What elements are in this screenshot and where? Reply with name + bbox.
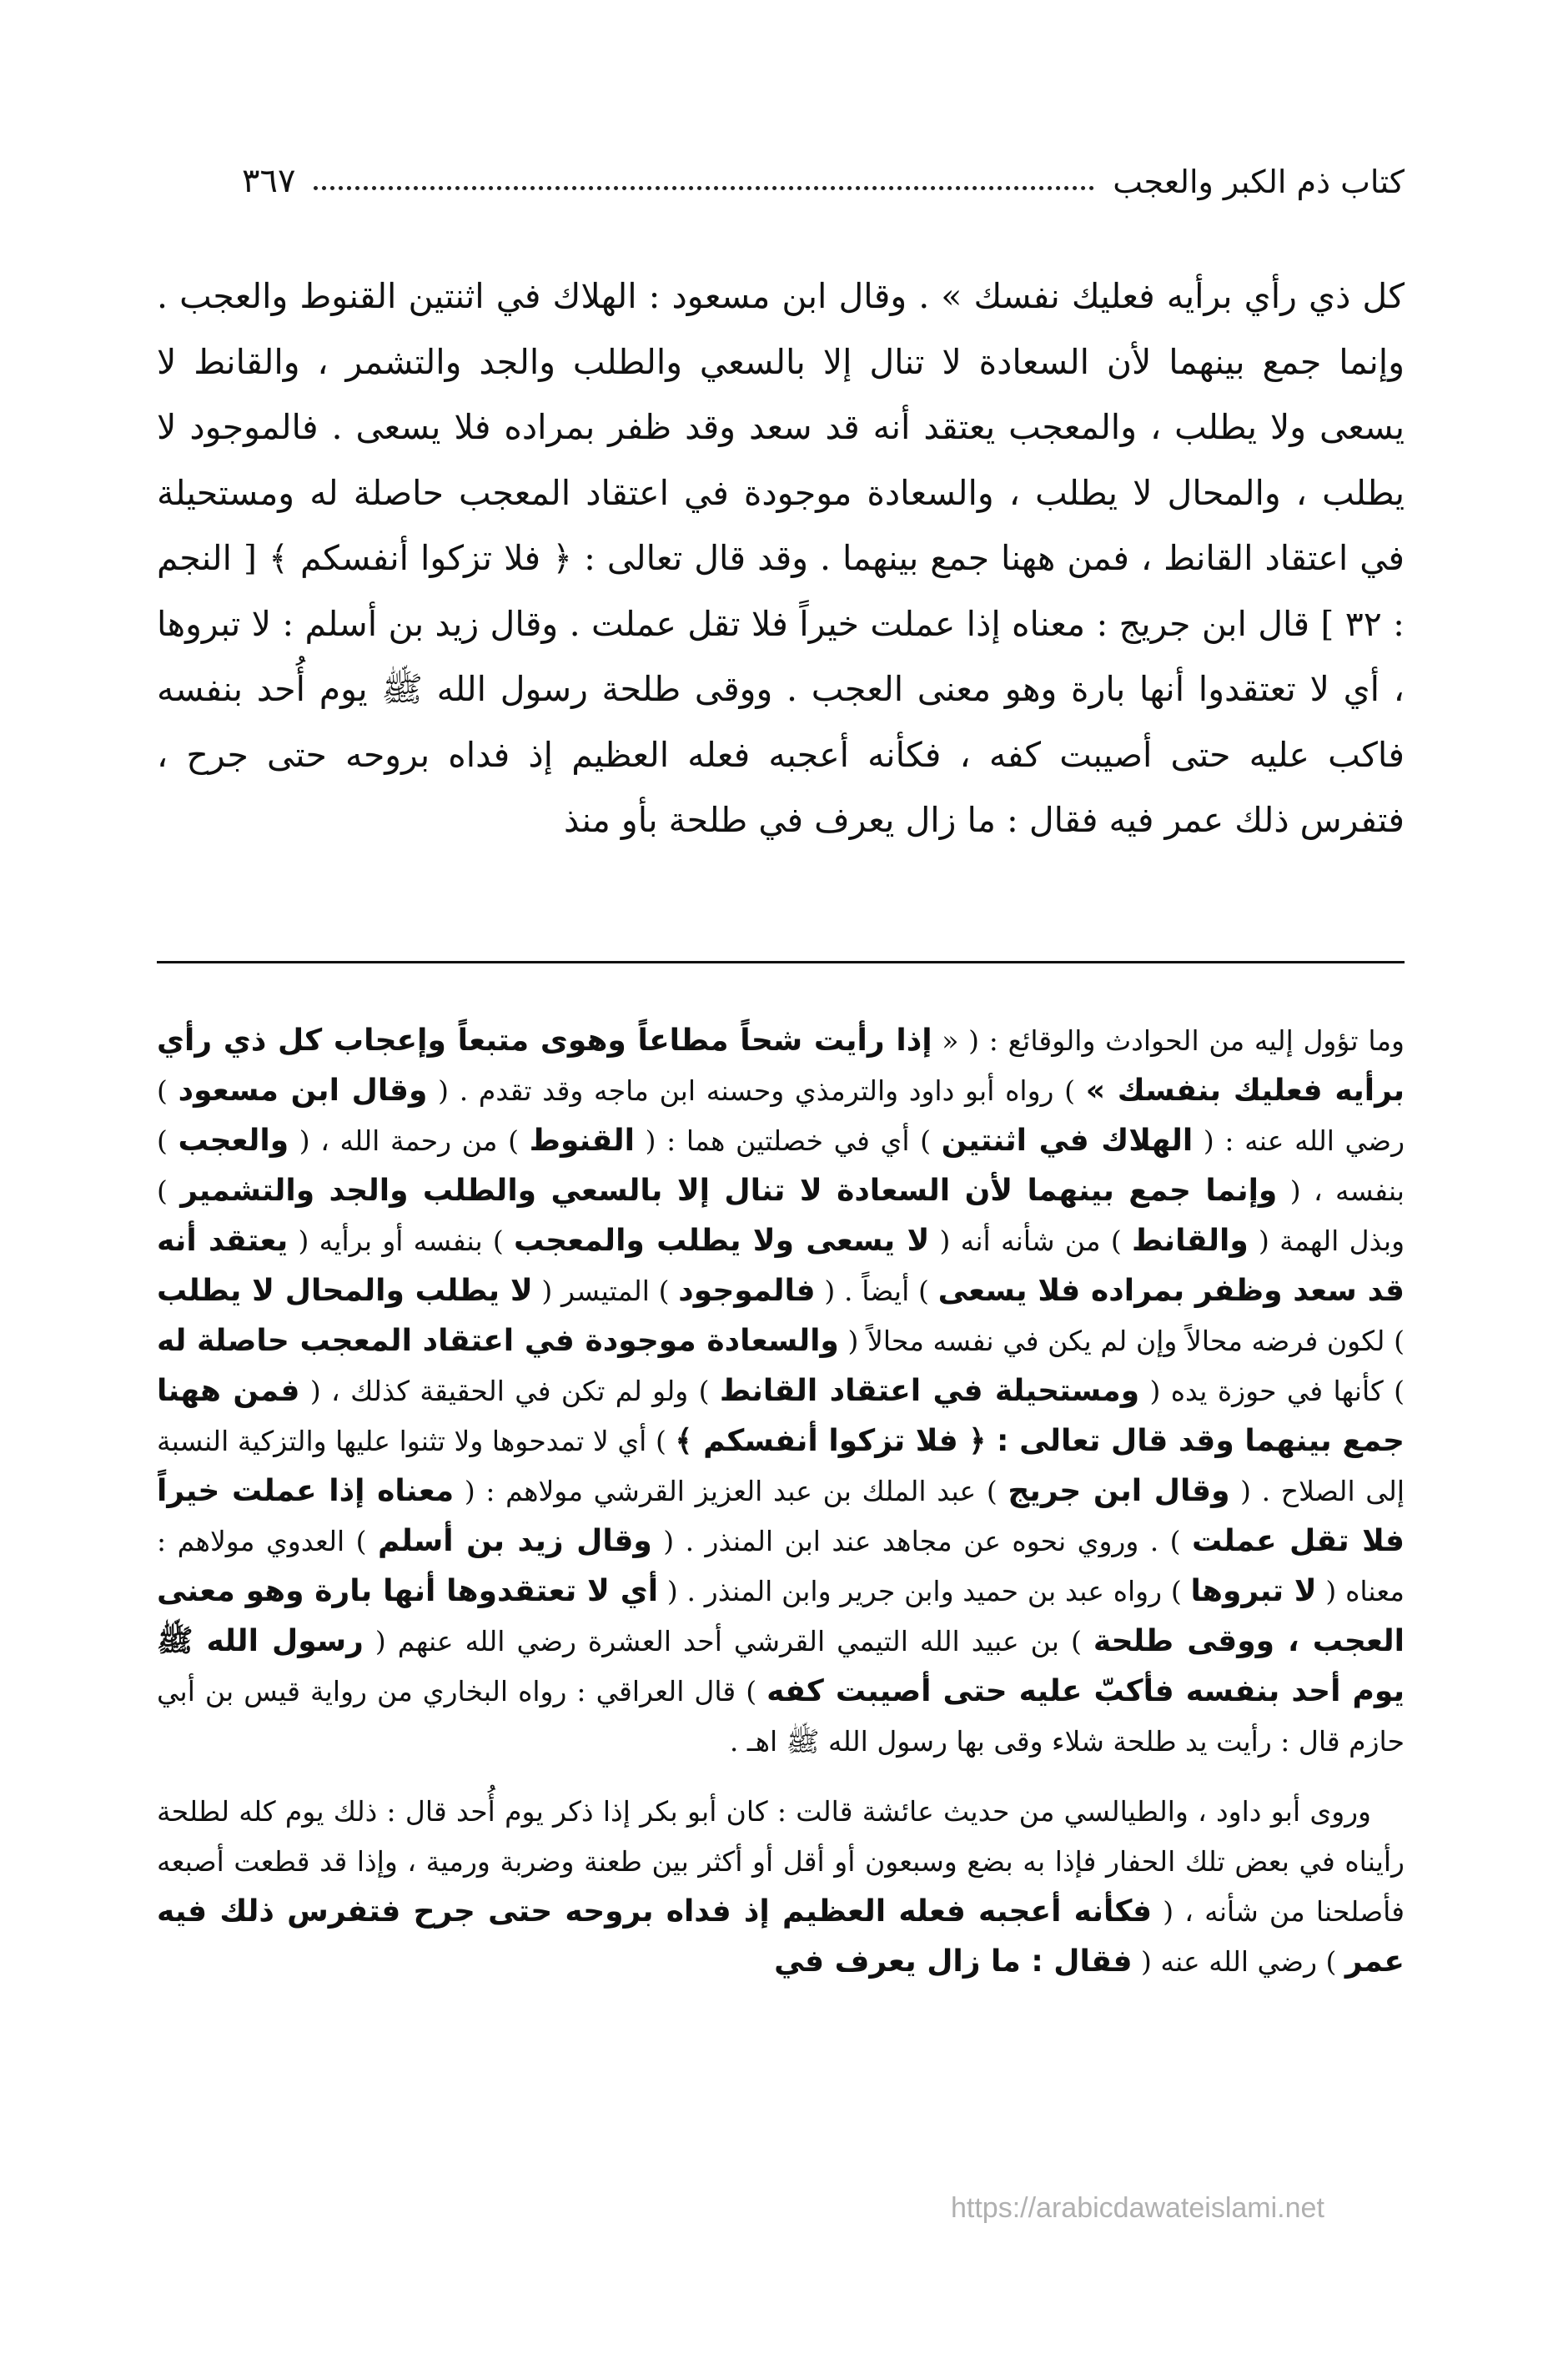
commentary-quoted-text: لا يسعى ولا يطلب والمعجب [514, 1224, 930, 1258]
commentary-text: ) ولو لم تكن في الحقيقة كذلك ، ( [299, 1375, 720, 1407]
main-paragraph: كل ذي رأي برأيه فعليك نفسك » . وقال ابن مسعود : الهلاك في اثنتين القنوط والعجب . وإنما جمع بينهما لأن السعادة لا تنال إلا بالسعي والطلب والجد والتشمر ، والقانط لا يسعى ولا يطلب ، والمعجب يعتقد أنه قد سعد وقد ظفر بمراده فلا يسعى . فالموجود لا يطلب ، والمحال لا يطلب ، والسعادة موجودة في اعتقاد المعجب حاصلة له ومستحيلة في اعتقاد القانط ، فمن ههنا جمع بينهما . وقد قال تعالى : ﴿ فلا تزكوا أنفسكم ﴾ [ النجم : ٣٢ ] قال ابن جريج : معناه إذا عملت خيراً فلا تقل عملت . وقال زيد بن أسلم : لا تبروها ، أي لا تعتقدوا أنها بارة وهو معنى العجب . ووقى طلحة رسول الله ﷺ يوم أُحد بنفسه فاكب عليه حتى أصيبت كفه ، فكأنه أعجبه فعله العظيم إذ فداه بروحه حتى جرح ، فتفرس ذلك عمر فيه فقال : ما زال يعرف في طلحة بأو منذ [157, 276, 1405, 840]
footnote-divider [157, 961, 1405, 963]
commentary-quoted-text: يعتقد أنه قد سعد وظفر بمراده فلا يسعى [157, 1224, 1405, 1308]
commentary-quoted-text: وقال زيد بن أسلم [377, 1524, 652, 1558]
commentary-quoted-text: وقال ابن مسعود [178, 1074, 428, 1108]
commentary-text: ) المتيسر ( [532, 1275, 679, 1307]
commentary-text: ) وبذل الهمة ( [157, 1174, 1405, 1257]
commentary-paragraph-1 [157, 1016, 1405, 1767]
commentary-text: ) لكون فرضه محالاً وإن لم يكن في نفسه محالاً ( [838, 1325, 1405, 1357]
commentary-quoted-text: فكأنه أعجبه فعله العظيم إذ فداه بروحه حتى جرح فتفرس ذلك فيه عمر [157, 1894, 1405, 1979]
commentary-paragraph-2 [157, 1787, 1405, 1987]
commentary-text: ) أيضاً . ( [815, 1275, 938, 1307]
commentary-quoted-text: الهلاك في اثنتين [941, 1124, 1194, 1158]
commentary-quoted-text: رسول الله ﷺ يوم أحد بنفسه فأكبّ عليه حتى أصيبت كفه [157, 1624, 1405, 1708]
running-header [242, 150, 1405, 200]
commentary-text: ) رضي الله عنه ( [1132, 1945, 1345, 1978]
commentary-quoted-text: فقال : ما زال يعرف في [774, 1944, 1133, 1979]
commentary-quoted-text: والسعادة موجودة في اعتقاد المعجب حاصلة له [157, 1324, 839, 1358]
commentary-text: ) العدوي مولاهم : معناه ( [157, 1525, 1405, 1607]
commentary-quoted-text: إذا رأيت شحاً مطاعاً وهوى متبعاً وإعجاب كل ذي رأي برأيه فعليك بنفسك » [157, 1024, 1405, 1108]
main-text [157, 264, 1405, 853]
commentary-quoted-text: وقال ابن جريج [1008, 1474, 1230, 1508]
watermark-url: https://arabicdawateislami.net [951, 2192, 1324, 2224]
commentary-text: ) بن عبيد الله التيمي القرشي أحد العشرة رضي الله عنهم ( [363, 1625, 1093, 1657]
commentary-quoted-text: والعجب [178, 1124, 289, 1158]
commentary-text: ) من شأنه أنه ( [929, 1225, 1132, 1257]
commentary-text: وروى أبو داود ، والطيالسي من حديث عائشة قالت : كان أبو بكر إذا ذكر يوم أُحد قال : ذلك يوم كله لطلحة رأيناه في بعض تلك الحفار فإذا به بضع وسبعون أو أقل أو أكثر بين طعنة وضربة ورمية ، وإذا قد قطعت أصبعه فأصلحنا من شأنه ، ( [157, 1795, 1405, 1928]
commentary-quoted-text: فالموجود [678, 1274, 816, 1308]
commentary-text: وما تؤول إليه من الحوادث والوقائع : ( « [932, 1024, 1405, 1057]
commentary-quoted-text: القنوط [529, 1124, 636, 1158]
commentary-quoted-text: والقانط [1132, 1224, 1249, 1258]
commentary-quoted-text: وإنما جمع بينهما لأن السعادة لا تنال إلا بالسعي والطلب والجد والتشمير [180, 1174, 1278, 1208]
commentary-text: ) كأنها في حوزة يده ( [1139, 1375, 1405, 1407]
page-number: ٣٦٧ [242, 162, 296, 200]
commentary-quoted-text: لا يطلب والمحال لا يطلب [157, 1274, 533, 1308]
commentary-text: ) رواه أبو داود والترمذي وحسنه ابن ماجه وقد تقدم . ( [427, 1074, 1086, 1107]
commentary-quoted-text: ومستحيلة في اعتقاد القانط [719, 1374, 1140, 1408]
commentary-text: ) من رحمة الله ، ( [289, 1124, 530, 1157]
commentary-text: ) عبد الملك بن عبد العزيز القرشي مولاهم : ( [454, 1475, 1008, 1507]
commentary-text: ) رواه عبد بن حميد وابن جرير وابن المنذر . ( [658, 1575, 1191, 1607]
commentary-quoted-text: أي لا تعتقدوها أنها بارة وهو معنى العجب ، ووقى طلحة [157, 1574, 1405, 1658]
commentary-text: ) بنفسه أو برأيه ( [288, 1225, 515, 1257]
commentary-text: ) . وروي نحوه عن مجاهد عند ابن المنذر . ( [651, 1525, 1192, 1557]
commentary-text: ) أي في خصلتين هما : ( [635, 1124, 942, 1157]
commentary-text: ) أي لا تمدحوها ولا تثنوا عليها والتزكية النسبة إلى الصلاح . ( [157, 1425, 1405, 1507]
commentary-quoted-text: فمن ههنا جمع بينهما وقد قال تعالى : ﴿ فلا تزكوا أنفسكم ﴾ [157, 1374, 1405, 1458]
commentary [157, 1016, 1405, 1987]
commentary-text: ) رضي الله عنه : ( [157, 1074, 1405, 1157]
commentary-quoted-text: معناه إذا عملت خيراً فلا تقل عملت [157, 1474, 1405, 1558]
commentary-quoted-text: لا تبروها [1190, 1574, 1317, 1608]
header-leader-dots [314, 186, 1094, 190]
commentary-text: ) قال العراقي : رواه البخاري من رواية قيس بن أبي حازم قال : رأيت يد طلحة شلاء وقى بها رسول الله ﷺ اهـ . [157, 1675, 1405, 1758]
chapter-title: كتاب ذم الكبر والعجب [1113, 163, 1405, 200]
commentary-text: ) بنفسه ، ( [157, 1124, 1405, 1207]
